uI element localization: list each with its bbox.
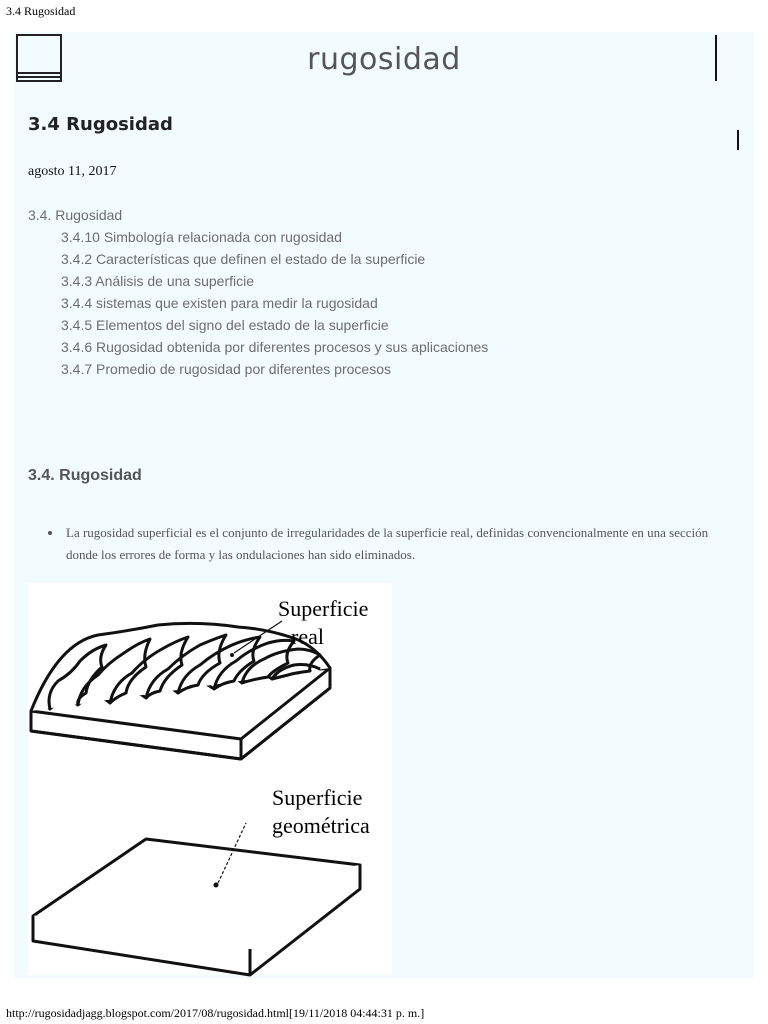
blog-page (14, 32, 754, 978)
label-superficie-real-line1: Superficie (278, 596, 369, 621)
bullet-icon (48, 531, 52, 535)
label-superficie-geometrica-line2: geométrica (272, 813, 370, 838)
toc-link[interactable]: 3.4.10 Simbología relacionada con rugosidad (61, 229, 342, 245)
toc-link[interactable]: 3.4.2 Características que definen el estado de la superficie (61, 251, 426, 267)
post-title: 3.4 Rugosidad (28, 114, 173, 135)
table-of-contents (28, 204, 488, 380)
leader-dot-real (230, 653, 234, 657)
blog-title[interactable]: rugosidad (307, 42, 461, 77)
label-superficie-real-line2: real (291, 624, 324, 649)
toc-link[interactable]: 3.4.5 Elementos del signo del estado de la superficie (61, 317, 389, 333)
roughness-figure (28, 583, 392, 975)
toc-link[interactable]: 3.4.7 Promedio de rugosidad por diferentes procesos (61, 361, 391, 377)
text-cursor-icon (737, 130, 739, 150)
section-heading: 3.4. Rugosidad (28, 467, 142, 484)
toc-link[interactable]: 3.4.6 Rugosidad obtenida por diferentes procesos y sus aplicaciones (61, 339, 489, 355)
print-header: 3.4 Rugosidad (6, 4, 76, 18)
toc-link[interactable]: 3.4.3 Análisis de una superficie (61, 273, 255, 289)
bullet-item (50, 522, 740, 566)
leader-dot-geometric (214, 883, 219, 888)
bullet-text: La rugosidad superficial es el conjunto de irregularidades de la superficie real, definidas convencionalmente en una sección donde los errores de forma y las ondulaciones han sido eliminados. (66, 525, 709, 562)
label-superficie-geometrica-line1: Superficie (272, 785, 363, 810)
roughness-illustration (28, 583, 392, 975)
rough-plate-drawing (31, 623, 330, 759)
post-date: agosto 11, 2017 (28, 164, 117, 179)
search-icon[interactable] (715, 35, 717, 81)
toc-link[interactable]: 3.4.4 sistemas que existen para medir la rugosidad (61, 295, 378, 311)
toc-link-main[interactable]: 3.4. Rugosidad (28, 207, 123, 223)
print-footer-url: http://rugosidadjagg.blogspot.com/2017/08/rugosidad.html[19/11/2018 04:44:31 p. m.] (6, 1006, 425, 1020)
geometric-plate-drawing (33, 839, 360, 975)
